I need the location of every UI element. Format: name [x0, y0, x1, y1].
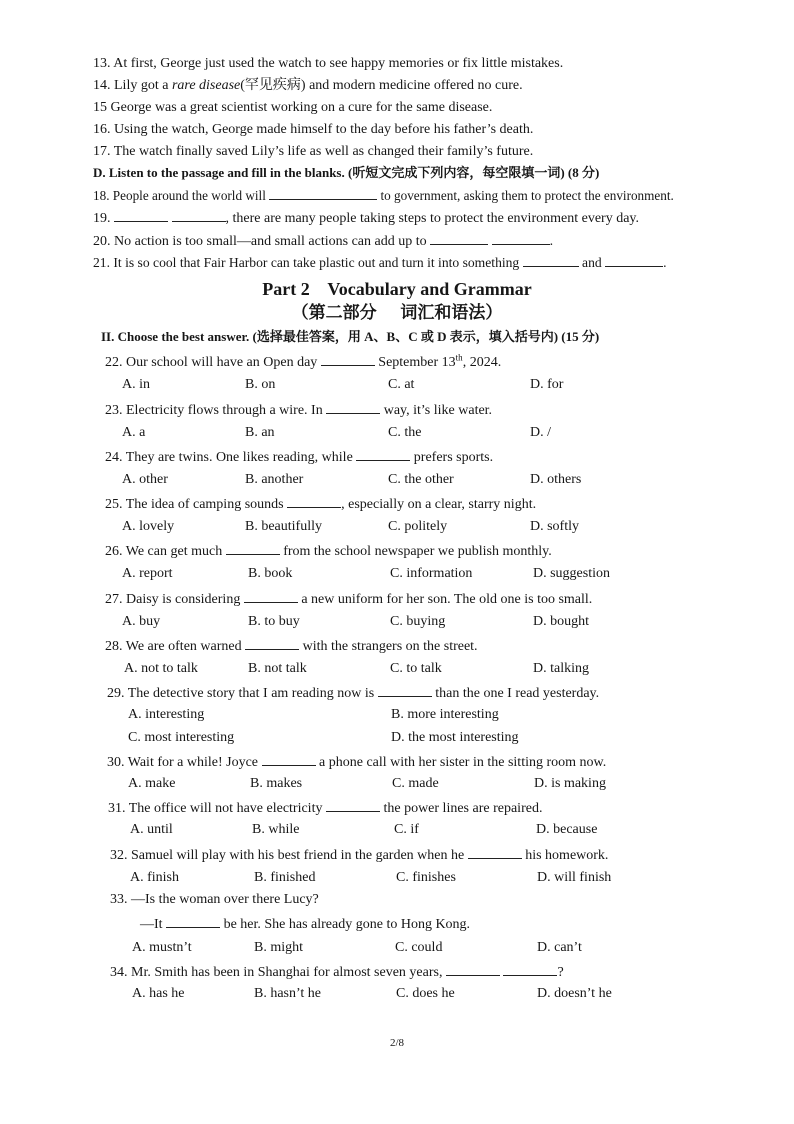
- superscript-th: th: [455, 352, 463, 363]
- question-30: [107, 753, 606, 771]
- answer-blank[interactable]: [430, 232, 488, 245]
- question-32: [110, 846, 608, 864]
- question-text: 32. Samuel will play with his best friend in the garden when he: [110, 848, 465, 863]
- option-a[interactable]: A. report: [122, 566, 173, 581]
- option-a[interactable]: A. lovely: [122, 519, 175, 534]
- option-d[interactable]: D. talking: [533, 661, 589, 676]
- answer-blank[interactable]: [321, 353, 375, 366]
- option-d[interactable]: D. bought: [533, 614, 589, 629]
- option-c[interactable]: C. to talk: [390, 661, 442, 676]
- option-b[interactable]: B. not talk: [248, 661, 307, 676]
- answer-blank[interactable]: [114, 209, 168, 222]
- option-c[interactable]: C. made: [392, 776, 439, 791]
- option-d[interactable]: D. is making: [534, 776, 606, 791]
- answer-blank[interactable]: [492, 232, 550, 245]
- question-text: —It: [140, 917, 163, 932]
- question-text: be her. She has already gone to Hong Kong.: [223, 917, 471, 932]
- q14-italic: rare disease: [171, 78, 241, 93]
- question-text: , 2024.: [462, 355, 502, 370]
- option-b[interactable]: B. more interesting: [391, 707, 499, 722]
- q19-text-1: 19.: [93, 211, 111, 226]
- question-text: 24. They are twins. One likes reading, while: [105, 450, 353, 465]
- option-c[interactable]: C. if: [394, 822, 419, 837]
- option-d[interactable]: D. will finish: [537, 870, 612, 885]
- question-18: [93, 187, 674, 204]
- question-33-reply: [140, 915, 470, 933]
- option-a[interactable]: A. interesting: [128, 707, 205, 722]
- question-text: a new uniform for her son. The old one is too small.: [301, 592, 593, 607]
- question-text: ?: [557, 965, 564, 980]
- option-d[interactable]: D. because: [536, 822, 598, 837]
- option-a[interactable]: A. buy: [122, 614, 161, 629]
- question-34: [110, 963, 564, 981]
- option-a[interactable]: A. finish: [130, 870, 179, 885]
- answer-blank[interactable]: [262, 753, 316, 766]
- question-text: September 13: [378, 355, 456, 370]
- option-b[interactable]: B. makes: [250, 776, 303, 791]
- q20-text-2: .: [549, 234, 554, 249]
- option-b[interactable]: B. to buy: [248, 614, 300, 629]
- question-16: 16. Using the watch, George made himself to the day before his father’s death.: [93, 122, 534, 137]
- answer-blank[interactable]: [503, 963, 557, 976]
- q14-text-1: 14. Lily got a: [93, 78, 172, 93]
- question-text: a phone call with her sister in the sitting room now.: [319, 755, 607, 770]
- q14-text-2: (罕见疾病) and modern medicine offered no cure.: [240, 78, 523, 93]
- option-a[interactable]: A. make: [128, 776, 176, 791]
- answer-blank[interactable]: [166, 915, 220, 928]
- question-text: , especially on a clear, starry night.: [341, 497, 537, 512]
- option-c[interactable]: C. buying: [390, 614, 446, 629]
- answer-blank[interactable]: [226, 542, 280, 555]
- answer-blank[interactable]: [523, 254, 579, 267]
- option-b[interactable]: B. on: [245, 377, 276, 392]
- question-text: 31. The office will not have electricity: [108, 801, 323, 816]
- part-title: Part 2 Vocabulary and Grammar: [262, 279, 532, 299]
- question-29: [107, 684, 599, 702]
- answer-blank[interactable]: [605, 254, 663, 267]
- q18-text-2: to government, asking them to protect the environment.: [380, 188, 674, 203]
- option-d[interactable]: D. the most interesting: [391, 730, 519, 745]
- option-a[interactable]: A. has he: [132, 986, 185, 1001]
- q19-text-2: , there are many people taking steps to protect the environment every day.: [225, 211, 639, 226]
- question-text: with the strangers on the street.: [302, 639, 478, 654]
- answer-blank[interactable]: [172, 209, 226, 222]
- answer-blank[interactable]: [326, 799, 380, 812]
- option-c[interactable]: C. does he: [396, 986, 455, 1001]
- section-d-heading: D. Listen to the passage and fill in the blanks. (听短文完成下列内容，每空限填一词) (8 分): [93, 165, 600, 180]
- part-subtitle: （第二部分 词汇和语法）: [291, 303, 503, 323]
- option-b[interactable]: B. beautifully: [245, 519, 322, 534]
- option-c[interactable]: C. the other: [388, 472, 454, 487]
- question-31: [108, 799, 542, 817]
- question-text: 23. Electricity flows through a wire. In: [105, 403, 323, 418]
- question-17: 17. The watch finally saved Lily’s life as well as changed their family’s future.: [93, 144, 534, 159]
- option-a[interactable]: A. not to talk: [124, 661, 198, 676]
- answer-blank[interactable]: [287, 495, 341, 508]
- question-text: 29. The detective story that I am reading now is: [107, 686, 375, 701]
- question-text: 25. The idea of camping sounds: [105, 497, 284, 512]
- option-c[interactable]: C. the: [388, 425, 422, 440]
- question-text: than the one I read yesterday.: [435, 686, 600, 701]
- question-14: [93, 78, 523, 94]
- question-text: 34. Mr. Smith has been in Shanghai for almost seven years,: [110, 965, 443, 980]
- option-c[interactable]: C. at: [388, 377, 415, 392]
- question-15: 15 George was a great scientist working on a cure for the same disease.: [93, 100, 493, 115]
- question-text: the power lines are repaired.: [383, 801, 543, 816]
- question-20: [93, 232, 553, 250]
- question-13: 13. At first, George just used the watch to see happy memories or fix little mistakes.: [93, 56, 564, 71]
- answer-blank[interactable]: [468, 846, 522, 859]
- question-27: [105, 590, 592, 608]
- answer-blank[interactable]: [244, 590, 298, 603]
- question-28: [105, 637, 478, 655]
- q21-text-2: and: [582, 255, 602, 270]
- option-c[interactable]: C. information: [390, 566, 473, 581]
- question-19: [93, 209, 639, 227]
- option-a[interactable]: A. other: [122, 472, 168, 487]
- option-a[interactable]: A. until: [130, 822, 173, 837]
- option-d[interactable]: D. can’t: [537, 940, 582, 955]
- option-b[interactable]: B. might: [254, 940, 304, 955]
- answer-blank[interactable]: [326, 401, 380, 414]
- question-22: [105, 353, 501, 371]
- question-24: [105, 448, 493, 466]
- page-number: 2/8: [389, 1037, 405, 1049]
- option-c[interactable]: C. finishes: [396, 870, 456, 885]
- question-text: his homework.: [525, 848, 609, 863]
- question-21: [93, 254, 667, 271]
- option-b[interactable]: B. an: [245, 425, 275, 440]
- answer-blank[interactable]: [245, 637, 299, 650]
- option-b[interactable]: B. while: [252, 822, 300, 837]
- option-d[interactable]: D. /: [530, 425, 551, 440]
- answer-blank[interactable]: [378, 684, 432, 697]
- question-text: prefers sports.: [413, 450, 494, 465]
- option-a[interactable]: A. in: [122, 377, 150, 392]
- question-text: way, it’s like water.: [383, 403, 493, 418]
- option-b[interactable]: B. book: [248, 566, 293, 581]
- question-text: 26. We can get much: [105, 544, 223, 559]
- question-33: 33. —Is the woman over there Lucy?: [110, 892, 319, 907]
- option-c[interactable]: C. could: [395, 940, 443, 955]
- question-text: 22. Our school will have an Open day: [105, 355, 318, 370]
- option-c[interactable]: C. most interesting: [128, 730, 235, 745]
- q21-text-3: .: [663, 255, 667, 270]
- option-d[interactable]: D. for: [530, 377, 564, 392]
- question-25: [105, 495, 536, 513]
- option-a[interactable]: A. mustn’t: [132, 940, 192, 955]
- option-b[interactable]: B. finished: [254, 870, 316, 885]
- answer-blank[interactable]: [356, 448, 410, 461]
- question-23: [105, 401, 492, 419]
- question-text: 27. Daisy is considering: [105, 592, 241, 607]
- option-d[interactable]: D. softly: [530, 519, 579, 534]
- section-ii-heading: II. Choose the best answer. (选择最佳答案，用 A、B、C 或 D 表示，填入括号内) (15 分): [101, 329, 600, 344]
- option-d[interactable]: D. doesn’t he: [537, 986, 612, 1001]
- question-text: from the school newspaper we publish monthly.: [283, 544, 552, 559]
- question-text: 30. Wait for a while! Joyce: [107, 755, 259, 770]
- option-c[interactable]: C. politely: [388, 519, 448, 534]
- q20-text-1: 20. No action is too small—and small actions can add up to: [93, 234, 427, 249]
- q18-text-1: 18. People around the world will: [93, 188, 266, 203]
- q21-text-1: 21. It is so cool that Fair Harbor can take plastic out and turn it into something: [93, 255, 520, 270]
- option-d[interactable]: D. others: [530, 472, 582, 487]
- option-b[interactable]: B. another: [245, 472, 304, 487]
- option-b[interactable]: B. hasn’t he: [254, 986, 322, 1001]
- question-text: 28. We are often warned: [105, 639, 242, 654]
- answer-blank[interactable]: [269, 187, 377, 200]
- answer-blank[interactable]: [446, 963, 500, 976]
- option-d[interactable]: D. suggestion: [533, 566, 610, 581]
- question-26: [105, 542, 552, 560]
- option-a[interactable]: A. a: [122, 425, 146, 440]
